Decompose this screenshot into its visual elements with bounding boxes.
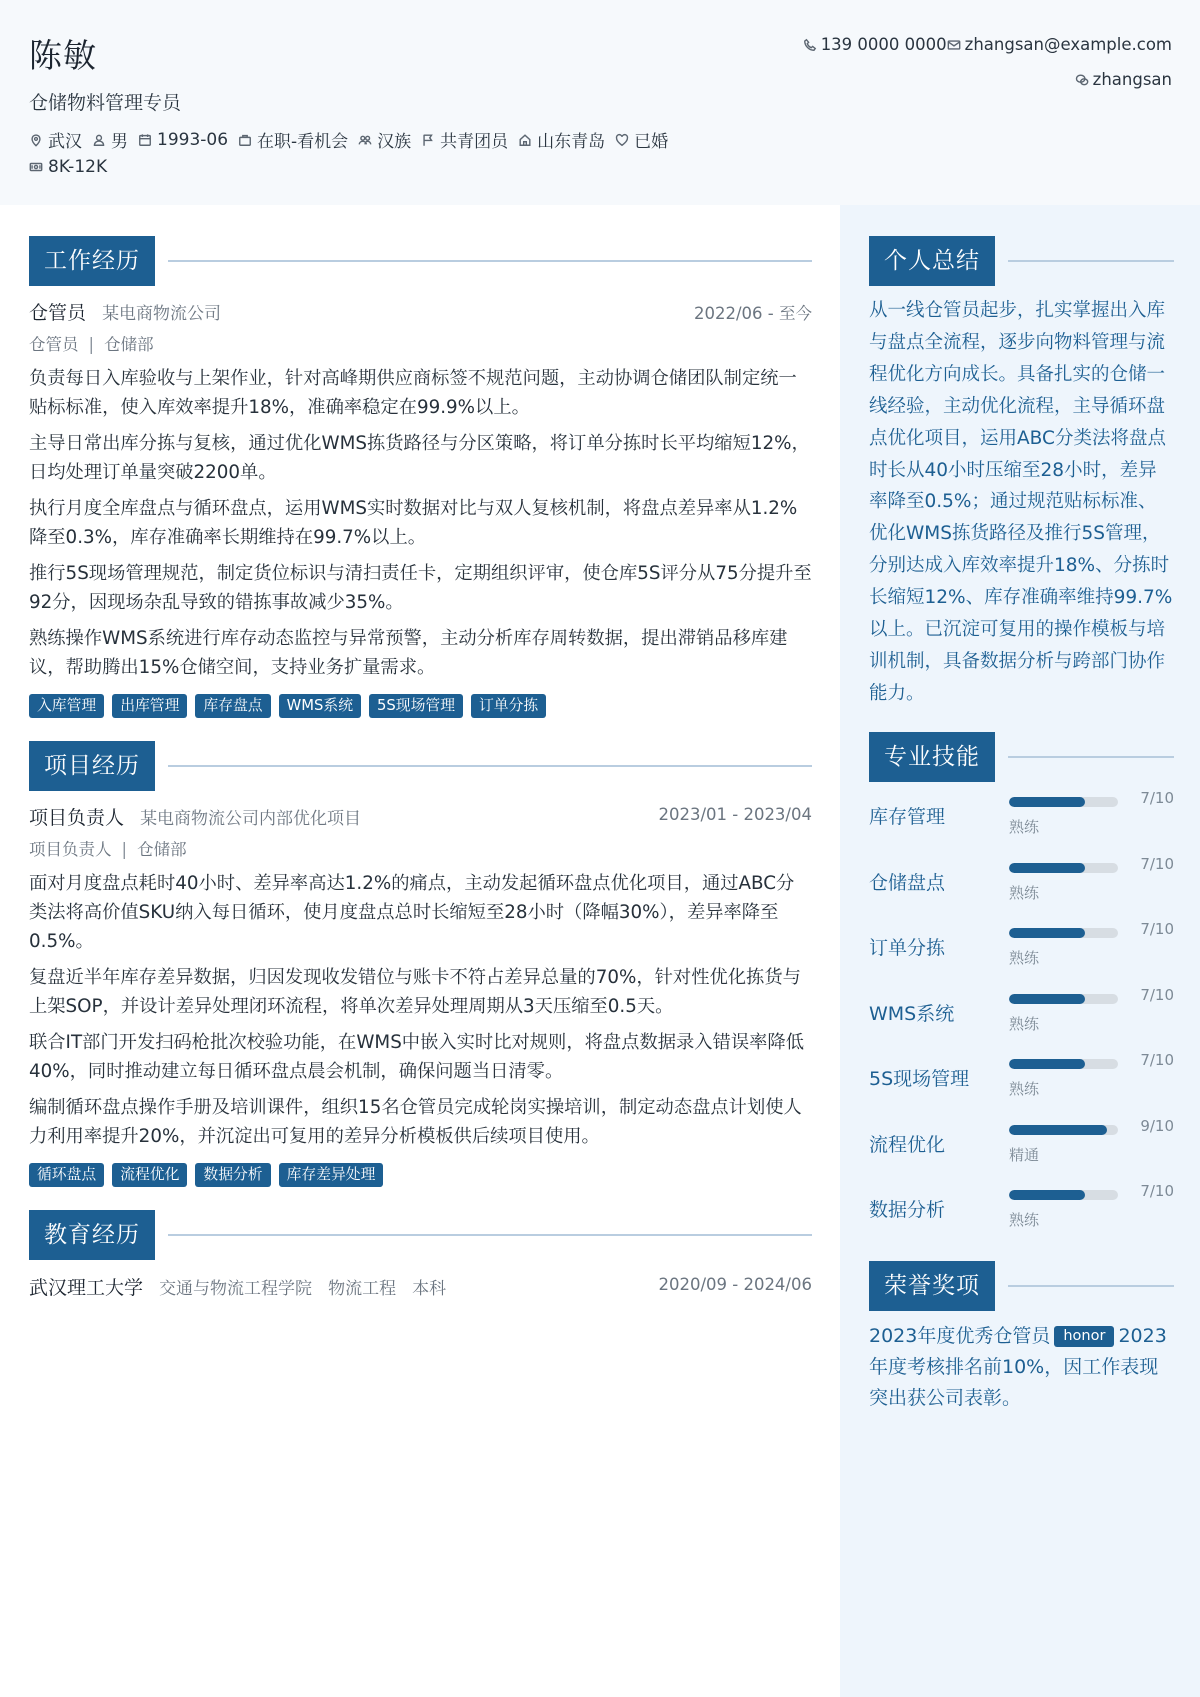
skill-level: 熟练 (1009, 949, 1040, 967)
skill-progress-bar (1009, 863, 1118, 873)
education-entry-header (29, 1273, 812, 1301)
skill-row (869, 1181, 1174, 1236)
skill-name: 流程优化 (869, 1133, 946, 1156)
wechat-icon (1075, 73, 1089, 87)
skill-progress-fill (1009, 797, 1085, 807)
contact-row-2 (1075, 70, 1172, 89)
section-header-skills (869, 732, 1174, 782)
group-icon (358, 133, 372, 147)
skill-level: 熟练 (1009, 1211, 1040, 1229)
education-date: 2020/09 - 2024/06 (658, 1275, 812, 1294)
skill-progress-bar (1009, 1059, 1118, 1069)
honor-year: 2023 (1118, 1325, 1167, 1347)
skill-progress-bar (1009, 797, 1118, 807)
degree: 本科 (412, 1279, 447, 1299)
project-experience-entry (29, 803, 812, 1187)
project-tags (29, 1163, 812, 1187)
project-bullet: 面对月度盘点耗时40小时、差异率高达1.2%的痛点，主动发起循环盘点优化项目，通过ABC分类法将高价值SKU纳入每日循环，使月度盘点总时长缩短至28小时（降幅30%），差异率降至0.5%。 (29, 873, 795, 952)
work-bullet: 推行5S现场管理规范，制定货位标识与清扫责任卡，定期组织评审，使仓库5S评分从75分提升至92分，因现场杂乱导致的错拣事故减少35%。 (29, 563, 812, 613)
major-name: 物流工程 (328, 1279, 397, 1299)
info-salary: 8K-12K (29, 157, 107, 177)
skill-row (869, 919, 1174, 974)
separator: | (88, 335, 95, 354)
project-name: 某电商物流公司内部优化项目 (140, 809, 362, 829)
phone-icon (803, 38, 817, 52)
skill-progress-fill (1009, 994, 1085, 1004)
skill-name: 库存管理 (869, 806, 946, 828)
briefcase-icon (238, 133, 252, 147)
skill-tag: 循环盘点 (29, 1163, 104, 1187)
project-department: 仓储部 (137, 840, 187, 859)
skill-row (869, 854, 1174, 909)
skill-name: 数据分析 (869, 1199, 946, 1221)
project-position: 项目负责人 (29, 840, 112, 859)
education-entry (29, 1273, 812, 1301)
section-header-project (29, 741, 812, 791)
section-title-education: 教育经历 (29, 1210, 155, 1260)
work-entry-header (29, 298, 812, 326)
skill-progress-fill (1009, 1125, 1107, 1135)
section-title-skills: 专业技能 (869, 732, 995, 782)
resume-header (0, 0, 1200, 205)
work-date: 2022/06 - 至今 (694, 304, 812, 323)
section-title-honors: 荣誉奖项 (869, 1261, 995, 1311)
work-bullet: 负责每日入库验收与上架作业，针对高峰期供应商标签不规范问题，主动协调仓储团队制定统一贴标标准，使入库效率提升18%，准确率稳定在99.9%以上。 (29, 368, 797, 418)
money-icon (29, 160, 43, 174)
section-title-summary: 个人总结 (869, 236, 995, 286)
skill-tag: 出库管理 (112, 694, 187, 718)
info-marital: 已婚 (615, 127, 668, 152)
honor-title: 2023年度优秀仓管员 (869, 1325, 1051, 1347)
section-header-education (29, 1210, 812, 1260)
work-position: 仓管员 (29, 335, 79, 354)
skill-progress-fill (1009, 1059, 1085, 1069)
skill-progress-bar (1009, 1125, 1118, 1135)
info-gender: 男 (92, 127, 128, 152)
skill-name: 5S现场管理 (869, 1068, 970, 1090)
section-header-summary (869, 236, 1174, 286)
work-department: 仓储部 (104, 335, 154, 354)
calendar-icon (138, 133, 152, 147)
skill-score: 7/10 (1140, 1051, 1174, 1069)
section-divider (1008, 1285, 1174, 1287)
work-company: 某电商物流公司 (102, 304, 222, 324)
skill-name: 订单分拣 (869, 937, 946, 959)
phone-contact[interactable]: 139 0000 0000 (803, 35, 947, 54)
info-location: 武汉 (29, 127, 82, 152)
college-name: 交通与物流工程学院 (159, 1279, 313, 1299)
skill-progress-bar (1009, 994, 1118, 1004)
skill-tag: 库存盘点 (195, 694, 270, 718)
section-divider (1008, 260, 1174, 262)
skill-row (869, 788, 1174, 843)
skill-level: 熟练 (1009, 1080, 1040, 1098)
skill-level: 熟练 (1009, 883, 1040, 902)
work-bullet: 主导日常出库分拣与复核，通过优化WMS拣货路径与分区策略，将订单分拣时长平均缩短12%，日均处理订单量突破2200单。 (29, 433, 810, 483)
section-divider (168, 260, 812, 262)
skill-score: 7/10 (1140, 854, 1174, 873)
salary-row (29, 157, 117, 177)
personal-info-row (29, 127, 678, 152)
candidate-name: 陈敏 (29, 36, 97, 75)
skill-row (869, 1050, 1174, 1105)
location-icon (29, 133, 43, 147)
skill-level: 精通 (1009, 1145, 1040, 1164)
school-name: 武汉理工大学 (29, 1277, 144, 1299)
skill-tag: 入库管理 (29, 694, 104, 718)
contact-row-1 (803, 35, 1172, 54)
info-political: 共青团员 (421, 127, 508, 152)
project-date: 2023/01 - 2023/04 (658, 805, 812, 824)
honor-entry (869, 1321, 1174, 1414)
skill-tag: 5S现场管理 (369, 694, 463, 718)
section-header-work (29, 236, 812, 286)
personal-summary: 从一线仓管员起步，扎实掌握出入库与盘点全流程，逐步向物料管理与流程优化方向成长。具备扎实的仓储一线经验，主动优化流程，主导循环盘点优化项目，运用ABC分类法将盘点时长从40小时压缩至28小时，差异率降至0.5%；通过规范贴标标准、优化WMS拣货路径及推行5S管理，分别达成入库效率提升18%、分拣时长缩短12%、库存准确率维持99.7%以上。已沉淀可复用的操作模板与培训机制，具备数据分析与跨部门协作能力。 (869, 300, 1173, 704)
info-ethnicity: 汉族 (358, 127, 411, 152)
wechat-contact[interactable]: zhangsan (1075, 70, 1172, 89)
project-bullet: 联合IT部门开发扫码枪批次校验功能，在WMS中嵌入实时比对规则，将盘点数据录入错误率降低40%，同时推动建立每日循环盘点晨会机制，确保问题当日清零。 (29, 1032, 804, 1082)
work-tags (29, 694, 812, 718)
skill-level: 熟练 (1009, 1014, 1040, 1033)
info-birth: 1993-06 (138, 130, 228, 150)
skill-score: 7/10 (1140, 1182, 1174, 1200)
info-status: 在职-看机会 (238, 127, 348, 152)
skill-score: 7/10 (1140, 920, 1174, 938)
skill-tag: WMS系统 (279, 694, 361, 718)
separator: | (121, 840, 128, 859)
heart-icon (615, 133, 629, 147)
work-bullet: 执行月度全库盘点与循环盘点，运用WMS实时数据对比与双人复核机制，将盘点差异率从1.2%降至0.3%，库存准确率长期维持在99.7%以上。 (29, 498, 798, 548)
section-title-project: 项目经历 (29, 741, 155, 791)
section-title-work: 工作经历 (29, 236, 155, 286)
skill-tag: 流程优化 (112, 1163, 187, 1187)
skill-tag: 订单分拣 (471, 694, 546, 718)
skill-score: 7/10 (1140, 789, 1174, 807)
project-sub-info (29, 836, 812, 862)
skill-tag: 库存差异处理 (279, 1163, 384, 1187)
skill-progress-fill (1009, 928, 1085, 938)
project-role: 项目负责人 (29, 807, 125, 829)
skill-progress-bar (1009, 928, 1118, 938)
skill-name: WMS系统 (869, 1002, 955, 1025)
work-role: 仓管员 (29, 302, 87, 324)
home-icon (518, 133, 532, 147)
project-bullet: 复盘近半年库存差异数据，归因发现收发错位与账卡不符占差异总量的70%，针对性优化拣货与上架SOP，并设计差异处理闭环流程，将单次差异处理周期从3天压缩至0.5天。 (29, 967, 801, 1017)
mail-icon (947, 38, 961, 52)
skill-row (869, 1116, 1174, 1171)
honor-badge: honor (1054, 1326, 1114, 1347)
info-hometown: 山东青岛 (518, 127, 605, 152)
honor-description: 年度考核排名前10%，因工作表现突出获公司表彰。 (869, 1356, 1159, 1409)
section-divider (168, 1234, 812, 1236)
flag-icon (421, 133, 435, 147)
skill-row (869, 985, 1174, 1040)
skill-tag: 数据分析 (195, 1163, 270, 1187)
skill-progress-bar (1009, 1190, 1118, 1200)
person-icon (92, 133, 106, 147)
section-header-honors (869, 1261, 1174, 1311)
skill-score: 9/10 (1140, 1116, 1174, 1135)
project-entry-header (29, 803, 812, 831)
skill-progress-fill (1009, 863, 1085, 873)
section-divider (1008, 756, 1174, 758)
section-divider (168, 765, 812, 767)
email-contact[interactable]: zhangsan@example.com (947, 35, 1172, 54)
skill-progress-fill (1009, 1190, 1085, 1200)
work-sub-info (29, 331, 812, 357)
project-bullet: 编制循环盘点操作手册及培训课件，组织15名仓管员完成轮岗实操培训，制定动态盘点计划使人力利用率提升20%，并沉淀出可复用的差异分析模板供后续项目使用。 (29, 1097, 802, 1147)
skill-name: 仓储盘点 (869, 871, 946, 894)
skill-level: 熟练 (1009, 818, 1040, 836)
work-experience-entry (29, 298, 812, 718)
job-title: 仓储物料管理专员 (29, 92, 182, 114)
work-bullet: 熟练操作WMS系统进行库存动态监控与异常预警，主动分析库存周转数据，提出滞销品移库建议，帮助腾出15%仓储空间，支持业务扩量需求。 (29, 628, 788, 678)
skill-score: 7/10 (1140, 985, 1174, 1004)
